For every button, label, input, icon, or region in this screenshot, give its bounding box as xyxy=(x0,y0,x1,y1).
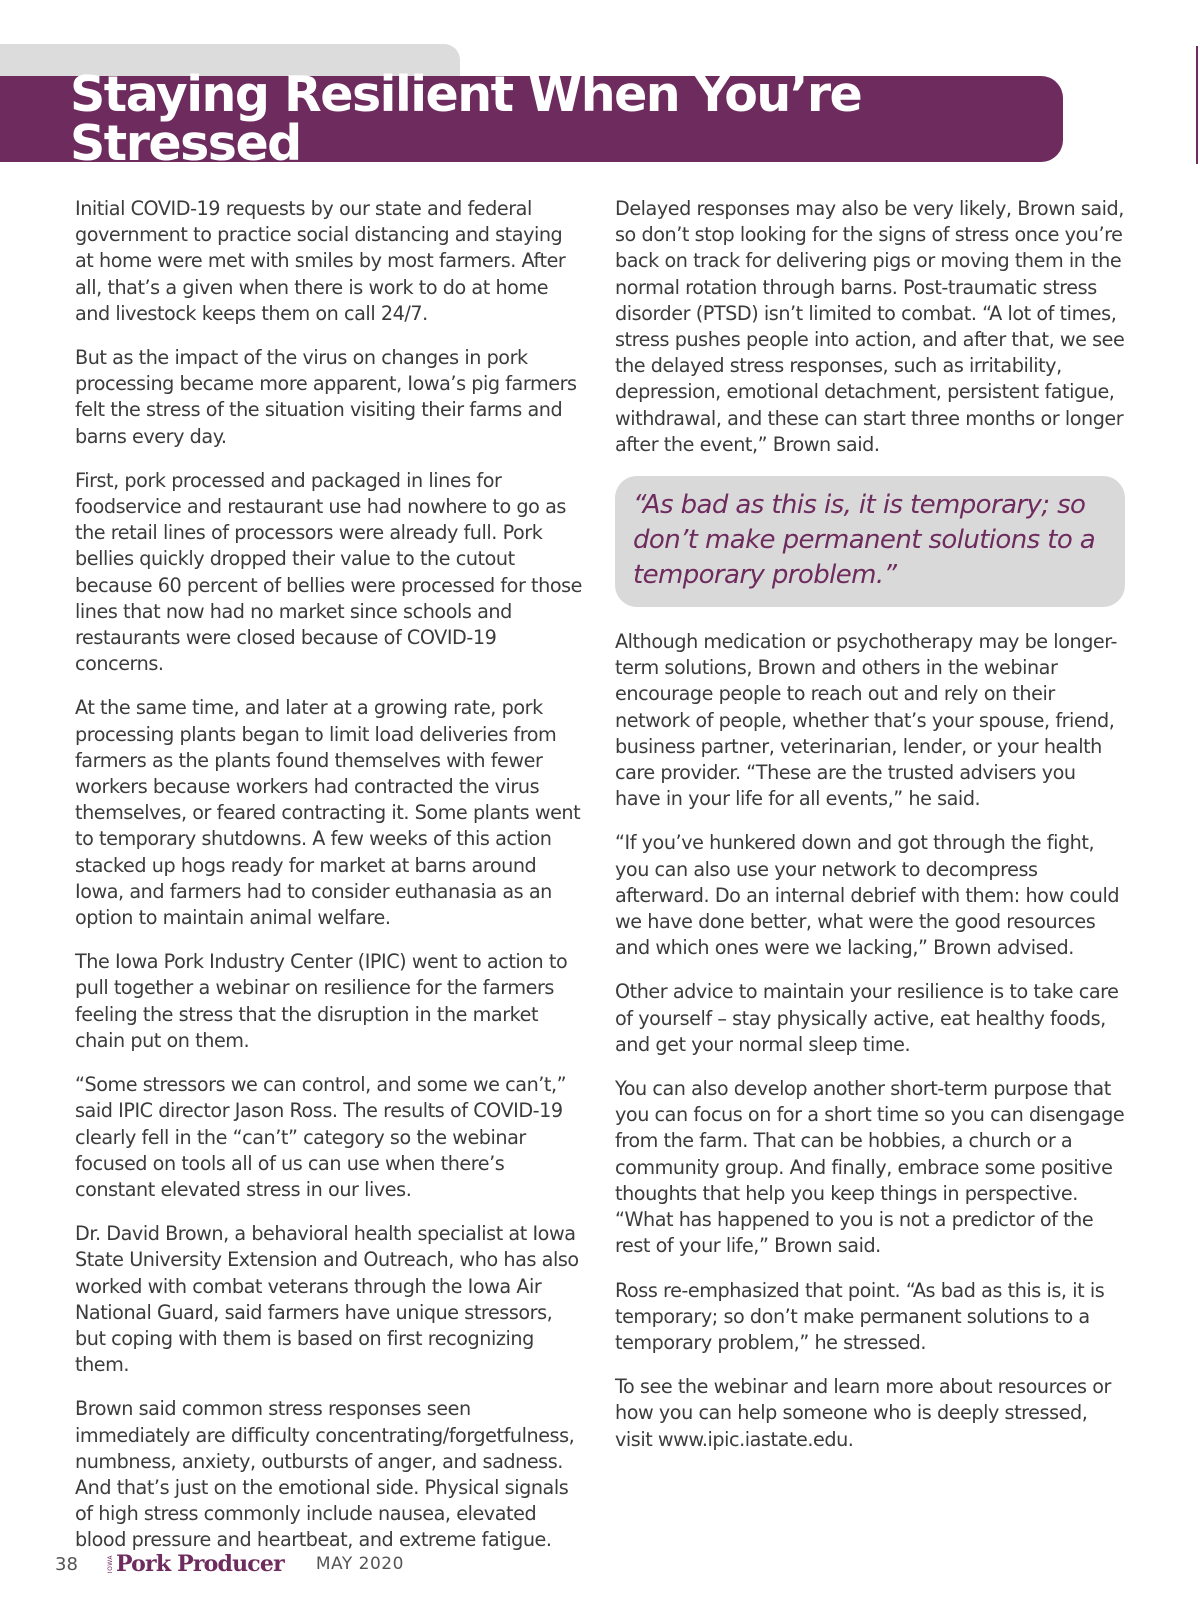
logo-name: Pork Producer xyxy=(116,1551,284,1577)
body-paragraph: Initial COVID-19 requests by our state and federal government to practice social distancing and staying at home were met with smiles by most farmers. After all, that’s a given when there is work to do at home and livestock keeps them on call 24/7. xyxy=(75,197,566,325)
logo-state-label: IOWA xyxy=(107,1554,114,1574)
body-paragraph: “If you’ve hunkered down and got through the fight, you can also use your network to decompress afterward. Do an internal debrief with them: how could we have done better, what were the good resources and which ones were we lacking,” Brown advised. xyxy=(615,831,1120,960)
issue-date: MAY 2020 xyxy=(315,1554,404,1574)
body-paragraph: The Iowa Pork Industry Center (IPIC) went to action to pull together a webinar on resilience for the farmers feeling the stress that the disruption in the market chain put on them. xyxy=(75,950,568,1052)
body-paragraph: Delayed responses may also be very likely, Brown said, so don’t stop looking for the signs of stress once you’re back on track for delivering pigs or moving them in the normal rotation through barns. Post-traumatic stress disorder (PTSD) isn’t limited to combat. “A lot of times, stress pushes people into action, and after that, we see the delayed stress responses, such as irritability, depression, emotional detachment, persistent fatigue, withdrawal, and these can start three months or longer after the event,” Brown said. xyxy=(615,197,1125,456)
page-edge-line xyxy=(1196,46,1198,164)
title-banner xyxy=(0,66,1063,172)
left-column xyxy=(75,196,585,1572)
body-paragraph: First, pork processed and packaged in lines for foodservice and restaurant use had nowhere to go as the retail lines of processors were already full. Pork bellies quickly dropped their value to the cutout because 60 percent of bellies were processed for those lines that now had no market since schools and restaurants were closed because of COVID-19 concerns. xyxy=(75,468,583,676)
right-column xyxy=(615,196,1125,1471)
body-paragraph: You can also develop another short-term purpose that you can focus on for a short time so you can disengage from the farm. That can be hobbies, a church or a community group. And finally, embrace some positive thoughts that help you keep things in perspective. “What has happened to you is not a predictor of the rest of your life,” Brown said. xyxy=(615,1077,1125,1258)
page-number: 38 xyxy=(55,1553,78,1575)
body-paragraph: But as the impact of the virus on changes in pork processing became more apparent, Iowa’s pig farmers felt the stress of the situation visiting their farms and barns every day. xyxy=(75,346,577,448)
body-paragraph: “Some stressors we can control, and some we can’t,” said IPIC director Jason Ross. The results of COVID-19 clearly fell in the “can’t” category so the webinar focused on tools all of us can use when there’s constant elevated stress in our lives. xyxy=(75,1073,567,1201)
page-footer xyxy=(55,1549,404,1579)
pull-quote-text: “As bad as this is, it is temporary; so don’t make permanent solutions to a temporary problem.” xyxy=(633,490,1096,591)
body-paragraph: To see the webinar and learn more about resources or how you can help someone who is deeply stressed, visit www.ipic.iastate.edu. xyxy=(615,1375,1111,1451)
body-paragraph: Although medication or psychotherapy may be longer-term solutions, Brown and others in the webinar encourage people to reach out and rely on their network of people, whether that’s your spouse, friend, business partner, veterinarian, lender, or your health care provider. “These are the trusted advisers you have in your life for all events,” he said. xyxy=(615,630,1117,811)
body-paragraph: Dr. David Brown, a behavioral health specialist at Iowa State University Extension and Outreach, who has also worked with combat veterans through the Iowa Air National Guard, said farmers have unique stressors, but coping with them is based on first recognizing them. xyxy=(75,1222,579,1377)
pull-quote-box xyxy=(615,476,1125,607)
article-title: Staying Resilient When You’re Stressed xyxy=(70,66,862,172)
magazine-logo xyxy=(107,1551,284,1577)
body-paragraph: Ross re-emphasized that point. “As bad as this is, it is temporary; so don’t make permanent solutions to a temporary problem,” he stressed. xyxy=(615,1278,1105,1354)
body-paragraph: At the same time, and later at a growing rate, pork processing plants began to limit load deliveries from farmers as the plants found themselves with fewer workers because workers had contracted the virus themselves, or feared contracting it. Some plants went to temporary shutdowns. A few weeks of this action stacked up hogs ready for market at barns around Iowa, and farmers had to consider euthanasia as an option to maintain animal welfare. xyxy=(75,696,581,930)
body-paragraph: Other advice to maintain your resilience is to take care of yourself – stay physically active, eat healthy foods, and get your normal sleep time. xyxy=(615,980,1119,1056)
body-paragraph: Brown said common stress responses seen immediately are difficulty concentrating/forgetfulness, numbness, anxiety, outbursts of anger, and sadness. And that’s just on the emotional side. Physical signals of high stress commonly include nausea, elevated blood pressure and heartbeat, and extreme fatigue. xyxy=(75,1397,575,1552)
